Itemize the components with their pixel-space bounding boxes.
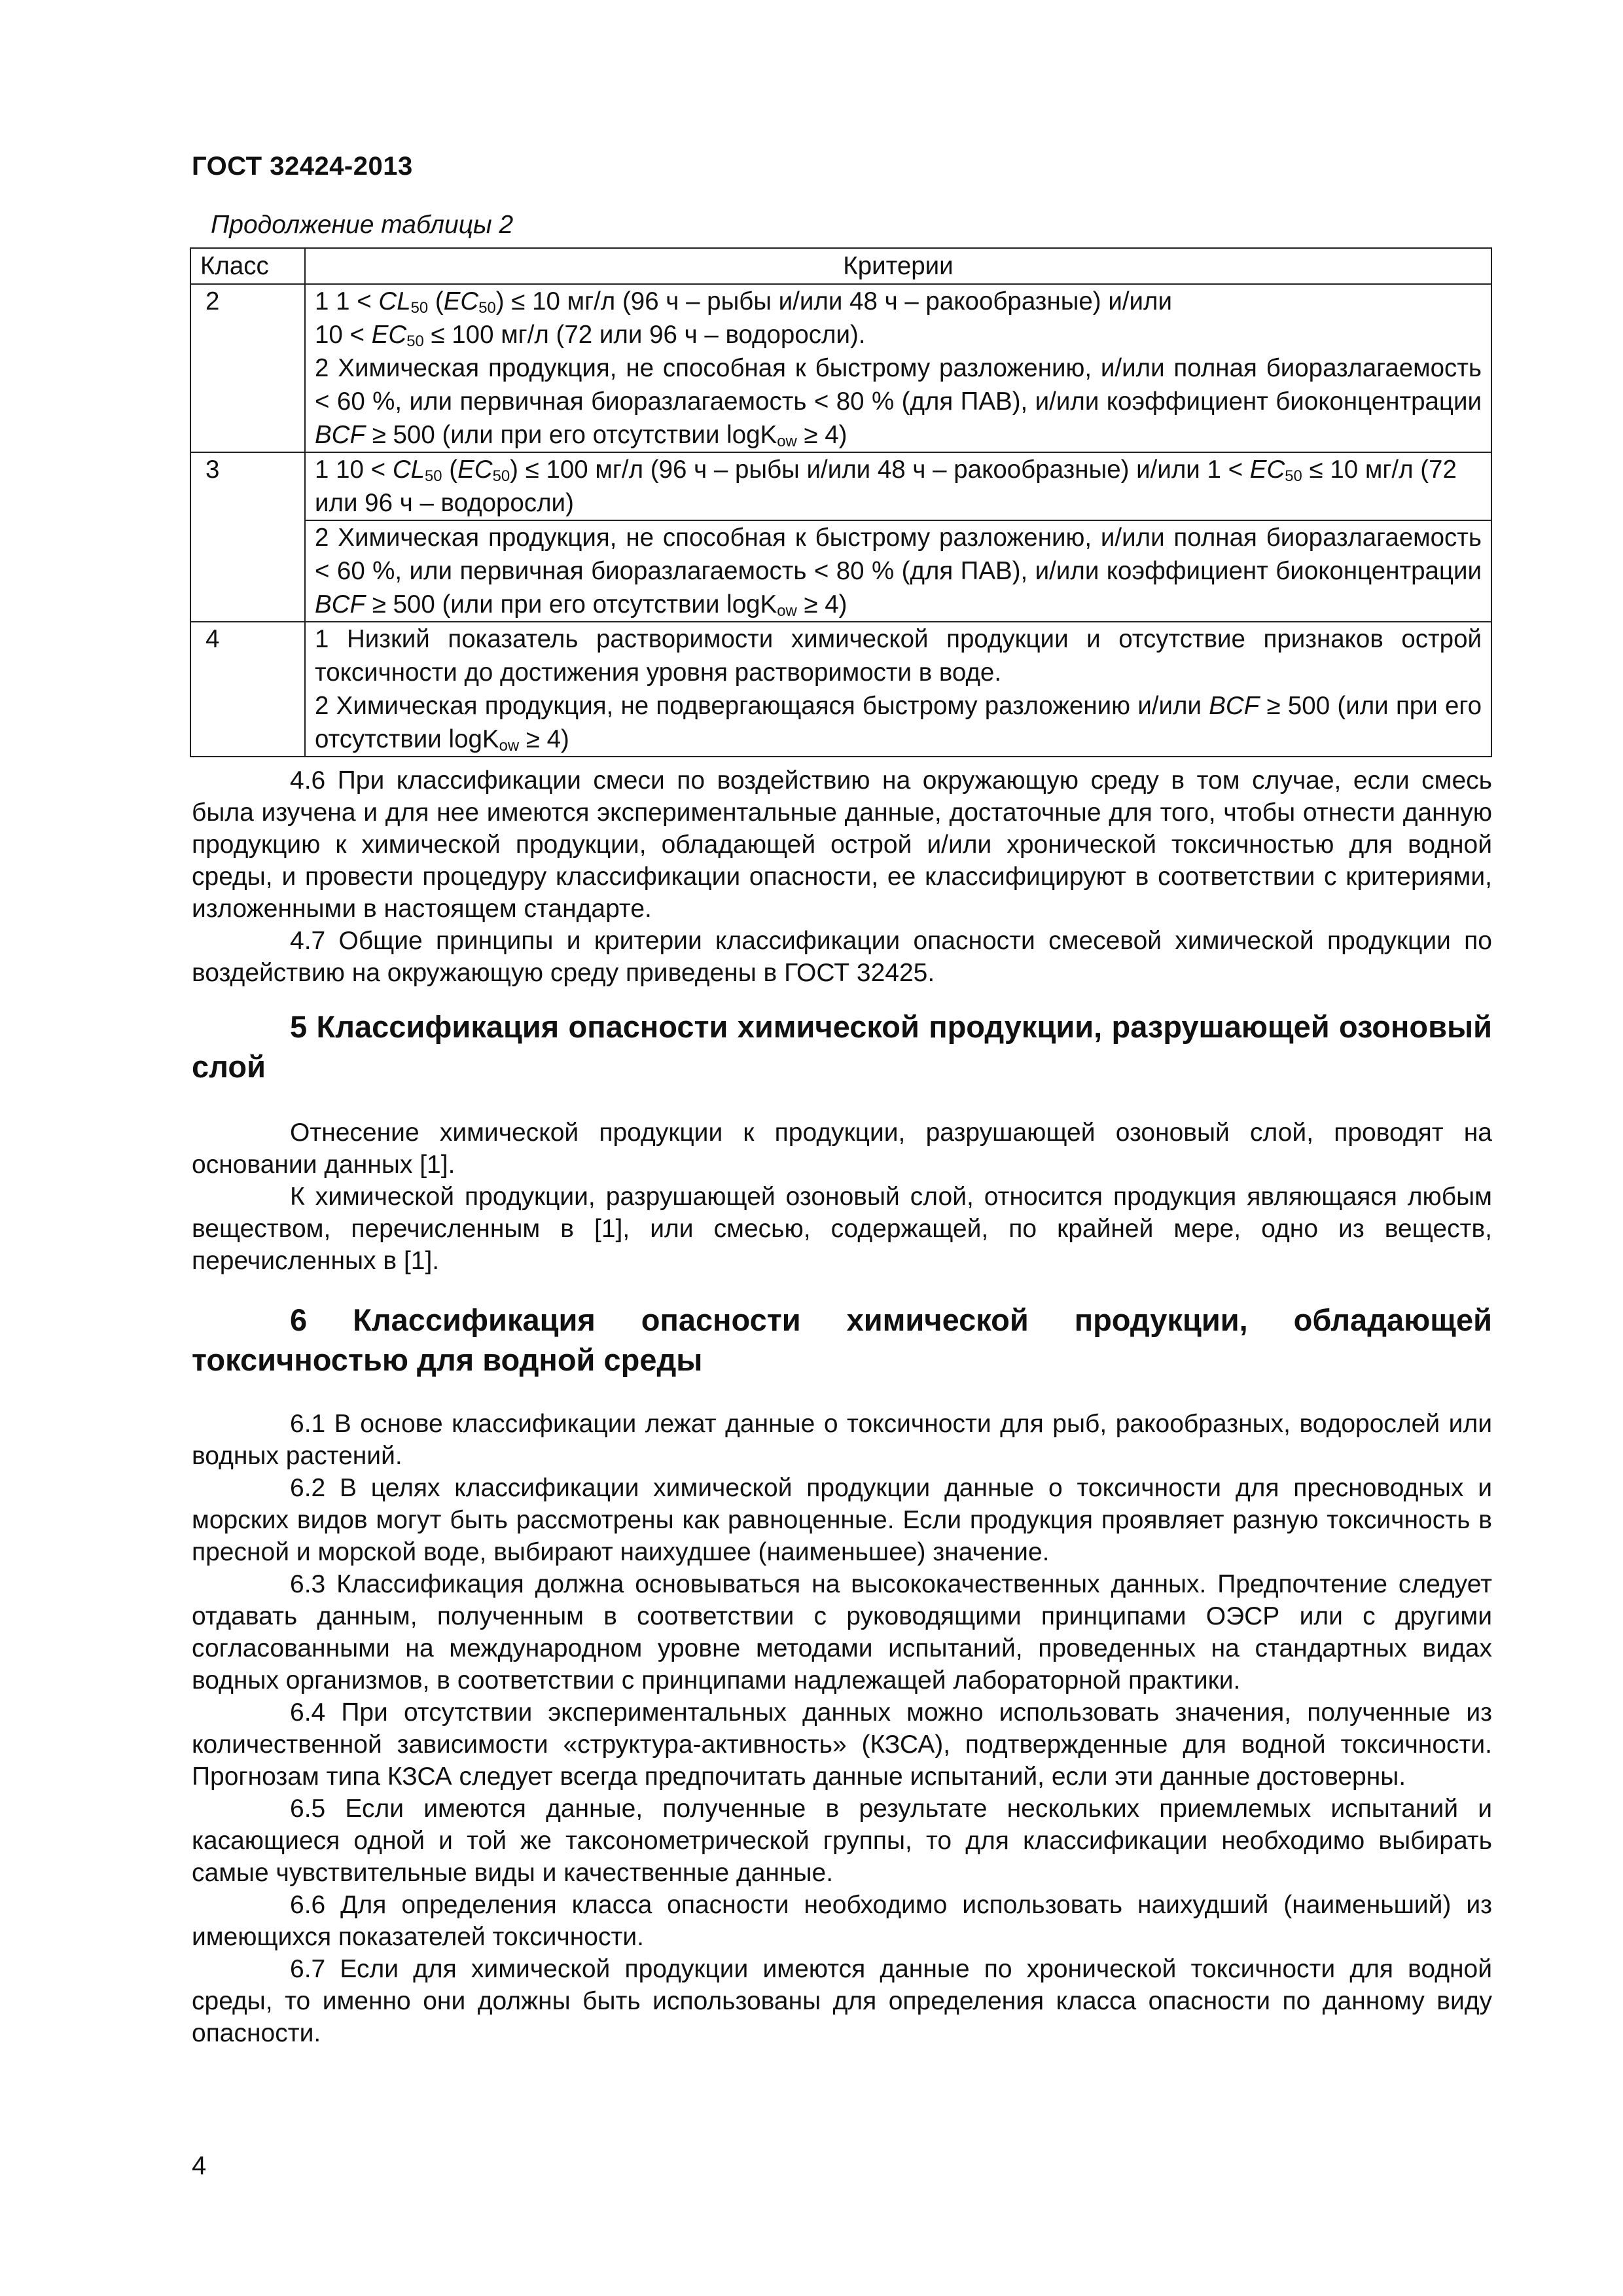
- criterion-line: 1 $10 < CL_{50}$ $(EC_{50}) \le 100$ мг/л (96 ч – рыбы и/или 48 ч – ракообразные) и/или $1 < EC_{50} \le 10$ мг/л (72 или 96 ч – водоросли): [315, 456, 1457, 517]
- paragraph-6-3: 6.3 Классификация должна основываться на высококачественных данных. Предпочтение следует отдавать данным, полученным в соответствии с руководящими принципами ОЭСР или с другими согласованными на международном уровне методами испытаний, проведенных на стандартных видах водных организмов, в соответствии с принципами надлежащей лабораторной практики.: [192, 1570, 1492, 1695]
- criteria-cell: [305, 520, 1491, 622]
- section-5-title: 5 Классификация опасности химической продукции, разрушающей озоновый слой: [192, 1009, 1492, 1084]
- criterion-line: 1 Низкий показатель растворимости химической продукции и отсутствие признаков острой токсичности до достижения уровня растворимости в воде.: [315, 625, 1482, 687]
- section-4-text: [192, 764, 1492, 989]
- table-header-row: [190, 248, 1491, 284]
- paragraph-5-2: К химической продукции, разрушающей озоновый слой, относится продукция являющаяся любым веществом, перечисленным в [1], или смесью, содержащей, по крайней мере, одно из веществ, перечисленных в [1].: [192, 1183, 1492, 1275]
- table-row: [190, 520, 1491, 622]
- criterion-line: 2 Химическая продукция, не подвергающаяся быстрому разложению и/или BCF ≥ 500 (или при его отсутствии logK$_{ow}$ ≥ 4): [315, 692, 1482, 755]
- criterion-line: $10 < EC_{50} \le 100$ мг/л (72 или 96 ч – водоросли).: [315, 321, 866, 350]
- criterion-line: 1 $1 < CL_{50}$ $(EC_{50}) \le 10$ мг/л (96 ч – рыбы и/или 48 ч – ракообразные) и/или: [315, 287, 1172, 317]
- paragraph-4-6: 4.6 При классификации смеси по воздействию на окружающую среду в том случае, если смесь была изучена и для нее имеются экспериментальные данные, достаточные для того, чтобы отнести данную продукцию к химической продукции, обладающей острой и/или хронической токсичностью для водной среды, и провести процедуру классификации опасности, ее классифицируют в соответствии с критериями, изложенными в настоящем стандарте.: [192, 766, 1492, 923]
- paragraph-4-7: 4.7 Общие принципы и критерии классификации опасности смесевой химической продукции по воздействию на окружающую среду приведены в ГОСТ 32425.: [192, 927, 1492, 987]
- section-5-text: [192, 1117, 1492, 1277]
- header-class: Класс: [190, 248, 305, 284]
- class-cell: 3: [190, 452, 305, 520]
- section-6-title: 6 Классификация опасности химической продукции, обладающей токсичностью для водной среды: [192, 1302, 1492, 1377]
- table-row: [190, 622, 1491, 757]
- section-6-text: [192, 1408, 1492, 2049]
- criteria-cell: [305, 284, 1491, 452]
- criteria-cell: [305, 622, 1491, 757]
- criterion-line: 2 Химическая продукция, не способная к быстрому разложению, и/или полная биоразлагаемость < 60 %, или первичная биоразлагаемость < 80 % (для ПАВ), и/или коэффициент биоконцентрации BCF ≥ 500 (или при его отсутствии logK$_{ow}$ ≥ 4): [315, 354, 1482, 450]
- class-cell: 2: [190, 284, 305, 452]
- table-row: [190, 284, 1491, 452]
- paragraph-6-6: 6.6 Для определения класса опасности необходимо использовать наихудший (наименьший) из имеющихся показателей токсичности.: [192, 1891, 1492, 1951]
- paragraph-5-1: Отнесение химической продукции к продукции, разрушающей озоновый слой, проводят на основании данных [1].: [192, 1119, 1492, 1179]
- paragraph-6-2: 6.2 В целях классификации химической продукции данные о токсичности для пресноводных и морских видов могут быть рассмотрены как равноценные. Если продукция проявляет разную токсичность в пресной и морской воде, выбирают наихудшее (наименьшее) значение.: [192, 1474, 1492, 1566]
- table-caption: Продолжение таблицы 2: [211, 211, 514, 239]
- class-cell-empty: [190, 520, 305, 622]
- criteria-table: [190, 247, 1492, 757]
- table-row: [190, 452, 1491, 520]
- criterion-line: 2 Химическая продукция, не способная к быстрому разложению, и/или полная биоразлагаемость < 60 %, или первичная биоразлагаемость < 80 % (для ПАВ), и/или коэффициент биоконцентрации BCF ≥ 500 (или при его отсутствии logK$_{ow}$ ≥ 4): [315, 524, 1482, 620]
- class-cell: 4: [190, 622, 305, 757]
- paragraph-6-1: 6.1 В основе классификации лежат данные о токсичности для рыб, ракообразных, водорослей или водных растений.: [192, 1410, 1492, 1470]
- page-number: 4: [192, 2151, 207, 2180]
- paragraph-6-4: 6.4 При отсутствии экспериментальных данных можно использовать значения, полученные из количественной зависимости «структура-активность» (КЗСА), подтвержденные для водной токсичности. Прогнозам типа КЗСА следует всегда предпочитать данные испытаний, если эти данные достоверны.: [192, 1698, 1492, 1791]
- header-criteria: Критерии: [305, 248, 1491, 284]
- paragraph-6-7: 6.7 Если для химической продукции имеются данные по хронической токсичности для водной среды, то именно они должны быть использованы для определения класса опасности по данному виду опасности.: [192, 1955, 1492, 2047]
- criteria-cell: [305, 452, 1491, 520]
- document-header: ГОСТ 32424-2013: [192, 152, 413, 181]
- paragraph-6-5: 6.5 Если имеются данные, полученные в результате нескольких приемлемых испытаний и касающиеся одной и той же таксонометрической группы, то для классификации необходимо выбирать самые чувствительные виды и качественные данные.: [192, 1795, 1492, 1887]
